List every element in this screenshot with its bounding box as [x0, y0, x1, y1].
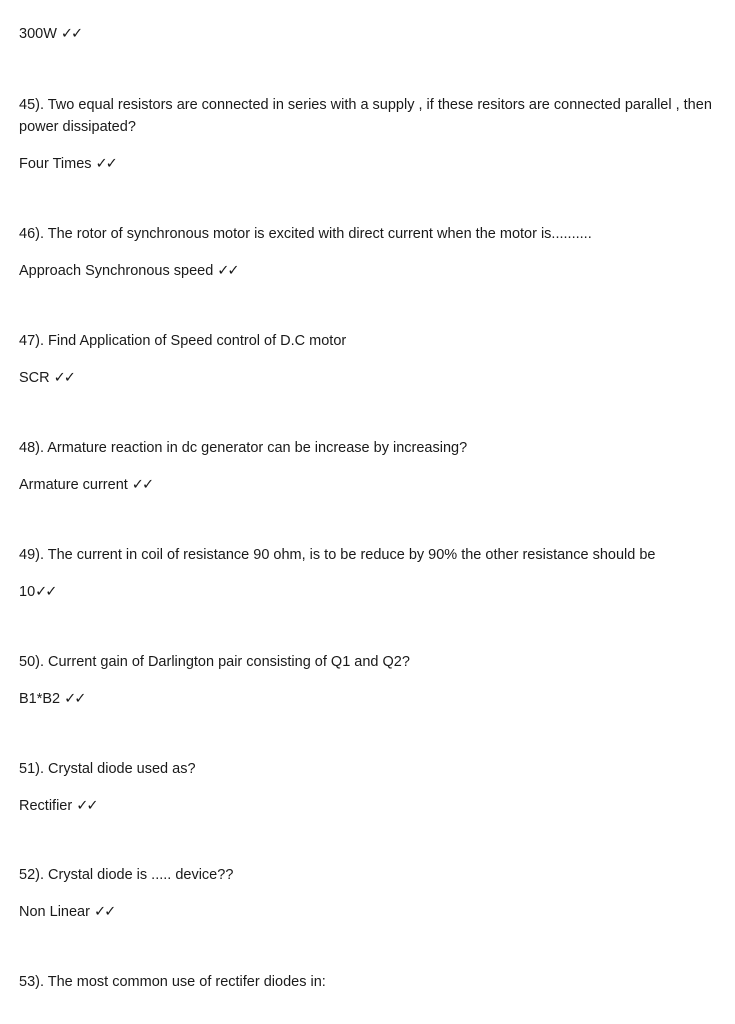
answer-48 — [19, 475, 152, 495]
double-check-icon: ✓✓ — [60, 26, 82, 42]
answer-text: B1*B2 — [19, 691, 61, 707]
double-check-icon: ✓✓ — [64, 691, 85, 707]
double-check-icon: ✓✓ — [76, 798, 97, 814]
double-check-icon: ✓✓ — [93, 904, 115, 920]
answer-44 — [19, 24, 81, 44]
answer-text: Non Linear — [19, 904, 90, 920]
question-47: 47). Find Application of Speed control of D.C motor — [19, 333, 347, 349]
answer-text: Armature current — [19, 477, 128, 493]
double-check-icon: ✓✓ — [53, 370, 74, 386]
question-52: 52). Crystal diode is ..... device?? — [19, 867, 234, 883]
answer-text: 300W — [19, 26, 57, 42]
answer-text: Four Times — [19, 156, 92, 172]
double-check-icon: ✓✓ — [217, 263, 238, 279]
answer-52 — [19, 902, 114, 922]
double-check-icon: ✓✓ — [131, 477, 153, 493]
double-check-icon: ✓✓ — [95, 156, 116, 172]
question-49: 49). The current in coil of resistance 90 ohm, is to be reduce by 90% the other resistance should be — [19, 547, 656, 563]
question-50: 50). Current gain of Darlington pair consisting of Q1 and Q2? — [19, 654, 410, 670]
answer-50 — [19, 689, 84, 709]
answer-text: 10 — [19, 584, 36, 600]
answer-text: Approach Synchronous speed — [19, 263, 214, 279]
answer-51 — [19, 796, 97, 816]
answer-47 — [19, 368, 74, 388]
answer-text: Rectifier — [19, 798, 73, 814]
question-51: 51). Crystal diode used as? — [19, 761, 196, 777]
question-46: 46). The rotor of synchronous motor is excited with direct current when the motor is.......... — [19, 226, 592, 242]
question-45: 45). Two equal resistors are connected in series with a supply , if these resitors are connected parallel , then power dissipated? — [19, 97, 712, 135]
double-check-icon: ✓✓ — [35, 584, 56, 600]
answer-text: SCR — [19, 370, 50, 386]
question-48: 48). Armature reaction in dc generator can be increase by increasing? — [19, 440, 468, 456]
answer-46 — [19, 261, 238, 281]
answer-45 — [19, 154, 116, 174]
question-53: 53). The most common use of rectifer diodes in: — [19, 974, 326, 990]
answer-49 — [19, 582, 55, 602]
